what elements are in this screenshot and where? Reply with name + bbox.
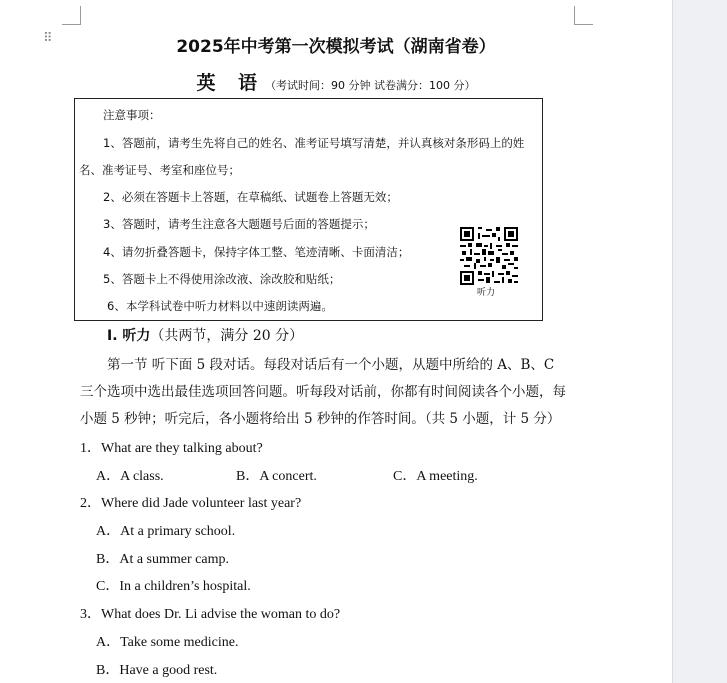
instruction-line: 小题 5 秒钟；听完后，各小题将给出 5 秒钟的作答时间。（共 5 小题，计 5 分） bbox=[80, 411, 561, 427]
crop-mark-top-right bbox=[574, 6, 593, 25]
notice-item: 3、答题时，请考生注意各大题题号后面的答题提示； bbox=[103, 217, 375, 231]
editor-gutter bbox=[672, 0, 727, 683]
exam-title: 2025年中考第一次模拟考试（湖南省卷） bbox=[176, 37, 496, 57]
notice-item: 6、本学科试卷中听力材料以中速朗读两遍。 bbox=[107, 299, 333, 313]
instruction-line: 三个选项中选出最佳选项回答问题。听每段对话前，你都有时间阅读各个小题，每 bbox=[80, 384, 566, 400]
subject-line bbox=[0, 68, 672, 95]
question-option: A．Take some medicine. bbox=[96, 635, 239, 650]
notice-item: 1、答题前，请考生先将自己的姓名、准考证号填写清楚，并认真核对条形码上的姓 bbox=[103, 136, 525, 150]
question-option: B．Have a good rest. bbox=[96, 663, 218, 678]
notice-heading: 注意事项： bbox=[103, 108, 161, 122]
drag-handle-icon[interactable]: ⠿ bbox=[43, 31, 51, 46]
notice-box bbox=[74, 98, 543, 321]
crop-mark-top-left bbox=[62, 6, 81, 25]
qr-label: 听力 bbox=[477, 288, 496, 298]
qr-code-icon bbox=[460, 227, 518, 285]
question-option: C．A meeting. bbox=[393, 469, 478, 484]
notice-item: 2、必须在答题卡上答题，在草稿纸、试题卷上答题无效； bbox=[103, 190, 398, 204]
question-stem: 2．Where did Jade volunteer last year? bbox=[80, 496, 302, 511]
notice-item: 名、准考证号、考室和座位号； bbox=[79, 163, 240, 177]
section-name: Ⅰ. 听力 bbox=[107, 328, 151, 344]
subject-name: 英 语 bbox=[196, 72, 266, 94]
section-title bbox=[107, 325, 303, 345]
exam-info: （考试时间：90 分钟 试卷满分：100 分） bbox=[265, 79, 476, 92]
question-option: A．At a primary school. bbox=[96, 524, 236, 539]
question-option: C．In a children’s hospital. bbox=[96, 579, 251, 594]
instruction-line: 第一节 听下面 5 段对话。每段对话后有一个小题，从题中所给的 A、B、C bbox=[107, 357, 555, 373]
notice-item: 5、答题卡上不得使用涂改液、涂改胶和贴纸； bbox=[103, 272, 341, 286]
question-option: A．A class. bbox=[96, 469, 164, 484]
question-option: B．At a summer camp. bbox=[96, 552, 229, 567]
question-option: B．A concert. bbox=[236, 469, 317, 484]
section-note: （共两节，满分 20 分） bbox=[150, 328, 304, 344]
question-stem: 1．What are they talking about? bbox=[80, 441, 263, 456]
question-stem: 3．What does Dr. Li advise the woman to do? bbox=[80, 607, 341, 622]
notice-item: 4、请勿折叠答题卡，保持字体工整、笔迹清晰、卡面清洁； bbox=[103, 245, 410, 259]
